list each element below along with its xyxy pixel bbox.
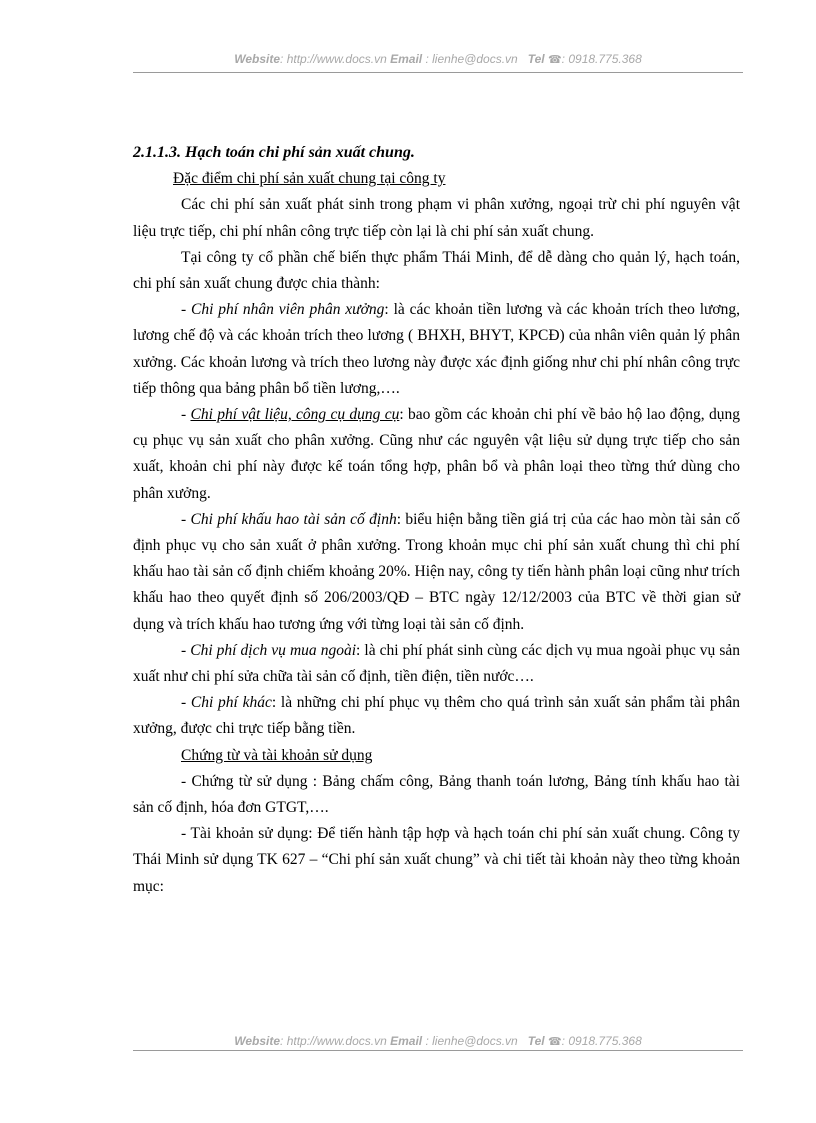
section-heading: 2.1.1.3. Hạch toán chi phí sản xuất chung.: [133, 144, 415, 161]
header-email-value[interactable]: : lienhe@docs.vn: [425, 52, 518, 66]
footer-email-value[interactable]: : lienhe@docs.vn: [425, 1034, 518, 1048]
item-materials-cost: - Chi phí vật liệu, công cụ dụng cụ: bao gồm các khoản chi phí về bảo hộ lao động, dụng cụ phục vụ sản xuất cho phân xưởng. Cũng như các nguyên vật liệu sử dụng trực tiếp cho sản xuất, khoản chi phí này được kế toán tổng hợp, phân bổ và phân loại theo từng thứ dùng cho phân xưởng.: [133, 406, 740, 502]
document-body: [133, 140, 740, 900]
footer-website-url[interactable]: : http://www.docs.vn: [280, 1034, 387, 1048]
header-email-label: Email: [390, 52, 423, 66]
header-website-url[interactable]: : http://www.docs.vn: [280, 52, 387, 66]
header-tel-label: Tel: [527, 52, 545, 66]
item-depreciation-cost: - Chi phí khấu hao tài sản cố định: biểu hiện bằng tiền giá trị của các hao mòn tài sản cố định phục vụ cho sản xuất ở phân xưởng. Trong khoản mục chi phí sản xuất chung thì chi phí khấu hao tài sản cố định chiếm khoảng 20%. Hiện nay, công ty tiến hành phân loại cũng như trích khấu hao theo quyết định số 206/2003/QĐ – BTC ngày 12/12/2003 của BTC về thời gian sử dụng và trích khấu hao tương ứng với từng loại tài sản cố định.: [133, 510, 741, 633]
item-outsourced-services-cost: - Chi phí dịch vụ mua ngoài: là chi phí phát sinh cùng các dịch vụ mua ngoài phục vụ sản xuất như chi phí sửa chữa tài sản cố định, tiền điện, tiền nước….: [133, 641, 740, 686]
footer-tel-label: Tel: [527, 1034, 545, 1048]
footer-rule: [133, 1050, 743, 1051]
footer-tel-value: : 0918.775.368: [561, 1034, 642, 1048]
item-accounts-used: - Tài khoản sử dụng: Để tiến hành tập hợp và hạch toán chi phí sản xuất chung. Công ty Thái Minh sử dụng TK 627 – “Chi phí sản xuất chung” và chi tiết tài khoản này theo từng khoản mục:: [133, 825, 740, 895]
subheading-documents-accounts: Chứng từ và tài khoản sử dụng: [181, 746, 373, 764]
footer-email-label: Email: [390, 1034, 423, 1048]
item-documents-used: - Chứng từ sử dụng : Bảng chấm công, Bảng thanh toán lương, Bảng tính khấu hao tài sản cố định, hóa đơn GTGT,….: [133, 772, 740, 817]
page-header: [133, 52, 743, 72]
paragraph-classification: Tại công ty cổ phần chế biến thực phẩm Thái Minh, để dễ dàng cho quản lý, hạch toán, chi phí sản xuất chung được chia thành:: [133, 248, 740, 293]
footer-website-label: Website: [234, 1034, 281, 1048]
subheading-characteristics: Đặc điểm chi phí sản xuất chung tại công ty: [173, 170, 446, 188]
phone-icon: ☎: [547, 1036, 562, 1048]
header-website-label: Website: [234, 52, 281, 66]
phone-icon: ☎: [547, 54, 562, 66]
item-other-cost: - Chi phí khác: là những chi phí phục vụ thêm cho quá trình sản xuất sản phẩm tài phân xưởng, được chi trực tiếp bằng tiền.: [133, 694, 740, 738]
header-rule: [133, 72, 743, 73]
header-tel-value: : 0918.775.368: [561, 52, 642, 66]
item-staff-cost: - Chi phí nhân viên phân xưởng: là các khoản tiền lương và các khoản trích theo lương, lương chế độ và các khoản trích theo lương ( BHXH, BHYT, KPCĐ) của nhân viên quản lý phân xưởng. Các khoản lương và trích theo lương này được xác định giống như chi phí nhân công trực tiếp thông qua bảng phân bổ tiền lương,….: [133, 301, 740, 397]
paragraph-definition: Các chi phí sản xuất phát sinh trong phạm vi phân xưởng, ngoại trừ chi phí nguyên vật liệu trực tiếp, chi phí nhân công trực tiếp còn lại là chi phí sản xuất chung.: [133, 196, 740, 240]
page-footer: [133, 1034, 743, 1054]
